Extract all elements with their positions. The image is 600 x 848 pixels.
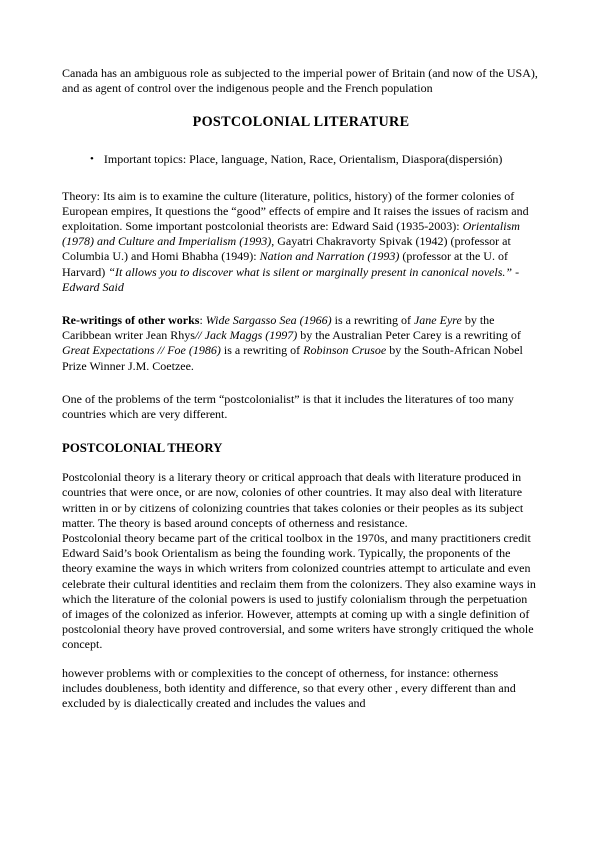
closing-paragraph: however problems with or complexities to the concept of otherness, for instance: otherness includes doubleness, both identity and difference, so that every other , every different than and excluded by is dialectically created and includes the values and: [62, 665, 516, 711]
problem-paragraph: One of the problems of the term “postcolonialist” is that it includes the literatures of too many countries which are very different.: [62, 391, 514, 422]
text-run: Robinson Crusoe: [303, 343, 387, 358]
text-run: Orientalism (1978) and Culture and Imperialism (1993): [62, 219, 520, 249]
bullet-icon: •: [90, 153, 94, 166]
theory-definition-paragraph: [62, 189, 540, 295]
text-run: Wide Sargasso Sea (1966): [205, 313, 332, 328]
text-run: by the Australian Peter Carey is a rewriting of: [297, 328, 521, 343]
theory-body-paragraph-1: Postcolonial theory is a literary theory or critical approach that deals with literature produced in countries that were once, or are now, colonies of other countries. It may also deal with literature written in or by citizens of colonizing countries that takes colonies or their peoples as its subject matter. The theory is based around concepts of otherness and resistance.: [62, 470, 524, 530]
text-run: by the Caribbean writer Jean Rhys: [62, 313, 495, 343]
document-title: POSTCOLONIAL LITERATURE: [192, 114, 410, 131]
text-run: , Gayatri Chakravorty Spivak (1942) (professor at Columbia U.) and Homi Bhabha (1949):: [62, 234, 511, 264]
text-run: is a rewriting of: [331, 313, 414, 328]
text-run: Jane Eyre: [413, 313, 462, 328]
text-run: // Jack Maggs (1997): [194, 328, 298, 343]
intro-paragraph: Canada has an ambiguous role as subjected to the imperial power of Britain (and now of the USA), and as agent of control over the indigenous people and the French population: [62, 66, 538, 96]
text-run: “It allows you to discover what is silent or marginally present in canonical novels.” -Edward Said: [62, 264, 520, 294]
text-run: (professor at the U. of Harvard): [62, 249, 508, 279]
section-heading-postcolonial-theory: POSTCOLONIAL THEORY: [62, 441, 223, 456]
bullet-text: Important topics: Place, language, Nation, Race, Orientalism, Diaspora(dispersión): [103, 152, 503, 167]
text-run: Nation and Narration (1993): [259, 249, 400, 264]
text-run: Re-writings of other works: [62, 313, 200, 328]
text-run: Theory: Its aim is to examine the culture (literature, politics, history) of the former colonies of European empires, It questions the “good” effects of empire and It raises the issues of racism and exploitation. Some important postcolonial theorists are: Edward Said (1935-2003):: [62, 188, 529, 234]
text-run: Great Expectations // Foe (1986): [62, 343, 221, 358]
theory-body-paragraph-2: Postcolonial theory became part of the critical toolbox in the 1970s, and many practitioners credit Edward Said’s book Orientalism as being the founding work. Typically, the proponents of the theory examine the ways in which writers from colonized countries attempt to articulate and even celebrate their cultural identities and reclaim them from the colonizers. They also examine ways in which the literature of the colonial powers is used to justify colonialism through the perpetuation of images of the colonized as inferior. However, attempts at coming up with a single definition of postcolonial theory have proved controversial, and some writers have strongly critiqued the whole concept.: [62, 531, 536, 652]
rewritings-paragraph: [62, 313, 540, 374]
document-content: [62, 66, 540, 729]
text-run: by the South-African Nobel Prize Winner J.M. Coetzee.: [62, 343, 523, 373]
text-run: :: [199, 313, 206, 328]
bullet-item: [62, 152, 540, 167]
text-run: is a rewriting of: [220, 343, 304, 358]
